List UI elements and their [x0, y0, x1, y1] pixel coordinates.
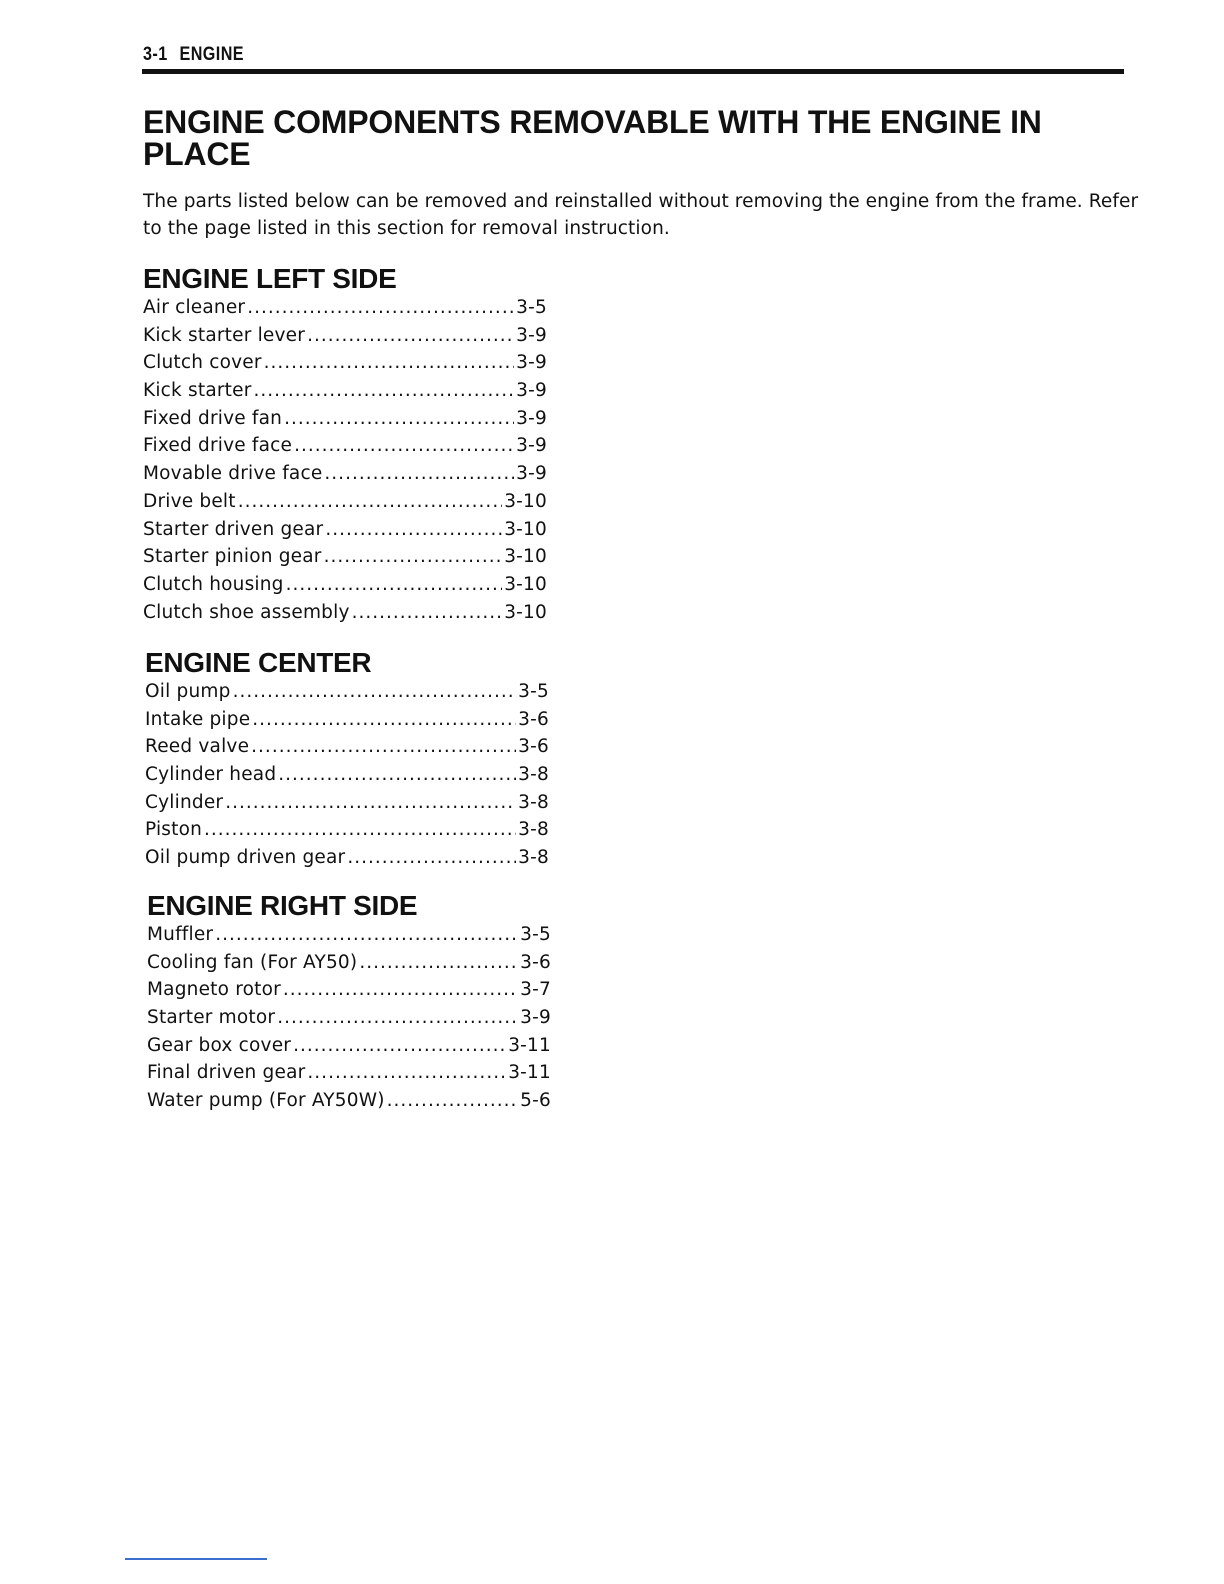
list-item: [145, 678, 549, 706]
page-reference: 3-6: [518, 708, 549, 730]
list-item: [145, 789, 549, 817]
page-reference: 3-5: [518, 681, 549, 702]
header-section-name: ENGINE: [179, 44, 245, 65]
dot-leader: [247, 294, 514, 322]
page-reference: 3-9: [516, 352, 547, 374]
dot-leader: [307, 1059, 506, 1087]
part-name: Kick starter lever: [143, 324, 306, 346]
dot-leader: [387, 1087, 519, 1115]
dot-leader: [284, 405, 514, 433]
list-item: [143, 488, 547, 516]
running-header: [143, 44, 244, 66]
part-name: Cylinder: [145, 791, 224, 813]
list-item: [147, 949, 551, 977]
page-reference: 3-9: [516, 407, 547, 429]
list-item: [143, 543, 547, 571]
section-engine-right-side: [147, 891, 567, 1115]
dot-leader: [252, 706, 516, 734]
section-engine-left-side: [143, 264, 563, 626]
list-item: [147, 1004, 551, 1032]
page-reference: 3-8: [518, 764, 549, 786]
dot-leader: [264, 349, 515, 377]
parts-list: [143, 294, 547, 626]
part-name: Gear box cover: [147, 1034, 292, 1056]
page-reference: 3-10: [504, 546, 547, 568]
section-heading: ENGINE RIGHT SIDE: [147, 890, 418, 921]
list-item: [147, 976, 551, 1004]
page-reference: 3-9: [516, 324, 547, 346]
page-reference: 3-6: [520, 951, 551, 973]
page-reference: 3-9: [516, 380, 547, 402]
list-item: [143, 349, 547, 377]
dot-leader: [238, 488, 502, 516]
dot-leader: [277, 1004, 518, 1032]
dot-leader: [215, 921, 518, 949]
list-item: [143, 460, 547, 488]
page-reference: 3-10: [504, 601, 547, 623]
dot-leader: [286, 571, 503, 599]
page-reference: 3-11: [508, 1034, 551, 1056]
list-item: [143, 571, 547, 599]
part-name: Starter pinion gear: [143, 546, 322, 568]
dot-leader: [225, 789, 516, 817]
list-item: [147, 921, 551, 949]
parts-list: [147, 921, 551, 1115]
list-item: [143, 405, 547, 433]
page-reference: 3-9: [516, 463, 547, 485]
section-engine-center: [145, 648, 565, 872]
page-reference: 3-9: [520, 1007, 551, 1029]
dot-leader: [359, 949, 518, 977]
list-item: [145, 816, 549, 844]
parts-list: [145, 678, 549, 872]
list-item: [147, 1032, 551, 1060]
dot-leader: [254, 377, 515, 405]
page-reference: 3-10: [504, 518, 547, 540]
footer-rule: [125, 1558, 267, 1560]
dot-leader: [347, 844, 516, 872]
part-name: Fixed drive fan: [143, 407, 283, 429]
page-reference: 5-6: [520, 1090, 551, 1112]
header-page-number: 3-1: [143, 44, 168, 65]
part-name: Intake pipe: [145, 708, 251, 730]
list-item: [143, 377, 547, 405]
list-item: [145, 706, 549, 734]
page-reference: 3-5: [516, 297, 547, 318]
part-name: Clutch cover: [143, 352, 262, 374]
part-name: Movable drive face: [143, 463, 323, 485]
page-reference: 3-5: [520, 924, 551, 945]
page-reference: 3-10: [504, 573, 547, 595]
part-name: Final driven gear: [147, 1062, 306, 1084]
page-reference: 3-9: [516, 435, 547, 457]
part-name: Oil pump: [145, 681, 231, 702]
dot-leader: [278, 761, 516, 789]
part-name: Magneto rotor: [147, 979, 281, 1001]
part-name: Water pump (For AY50W): [147, 1090, 385, 1112]
page-reference: 3-11: [508, 1062, 551, 1084]
dot-leader: [283, 976, 518, 1004]
dot-leader: [294, 432, 514, 460]
part-name: Starter motor: [147, 1007, 276, 1029]
intro-paragraph: The parts listed below can be removed and reinstalled without removing the engine from the frame. Refer to the page listed in this section for removal instruction.: [143, 191, 1139, 239]
part-name: Clutch housing: [143, 573, 284, 595]
page-reference: 3-6: [518, 736, 549, 758]
section-heading: ENGINE CENTER: [145, 647, 372, 678]
page-reference: 3-8: [518, 847, 549, 869]
dot-leader: [325, 516, 502, 544]
list-item: [145, 844, 549, 872]
part-name: Air cleaner: [143, 297, 246, 318]
part-name: Cylinder head: [145, 764, 277, 786]
list-item: [143, 294, 547, 322]
header-rule: [142, 69, 1124, 74]
dot-leader: [204, 816, 516, 844]
part-name: Piston: [145, 819, 203, 841]
page-title: ENGINE COMPONENTS REMOVABLE WITH THE ENGINE IN PLACE: [143, 104, 1042, 172]
list-item: [145, 761, 549, 789]
list-item: [145, 733, 549, 761]
part-name: Oil pump driven gear: [145, 847, 346, 869]
list-item: [143, 322, 547, 350]
part-name: Muffler: [147, 924, 214, 945]
section-heading: ENGINE LEFT SIDE: [143, 263, 397, 294]
part-name: Clutch shoe assembly: [143, 601, 350, 623]
page-reference: 3-8: [518, 819, 549, 841]
page-reference: 3-7: [520, 979, 551, 1001]
dot-leader: [324, 543, 503, 571]
page-reference: 3-10: [504, 490, 547, 512]
page-reference: 3-8: [518, 791, 549, 813]
dot-leader: [233, 678, 517, 706]
list-item: [143, 432, 547, 460]
dot-leader: [251, 733, 516, 761]
part-name: Fixed drive face: [143, 435, 293, 457]
dot-leader: [307, 322, 514, 350]
part-name: Kick starter: [143, 380, 252, 402]
part-name: Reed valve: [145, 736, 250, 758]
part-name: Drive belt: [143, 490, 236, 512]
dot-leader: [352, 599, 503, 627]
dot-leader: [293, 1032, 506, 1060]
list-item: [143, 599, 547, 627]
part-name: Cooling fan (For AY50): [147, 951, 358, 973]
list-item: [143, 516, 547, 544]
part-name: Starter driven gear: [143, 518, 324, 540]
list-item: [147, 1059, 551, 1087]
dot-leader: [324, 460, 514, 488]
list-item: [147, 1087, 551, 1115]
